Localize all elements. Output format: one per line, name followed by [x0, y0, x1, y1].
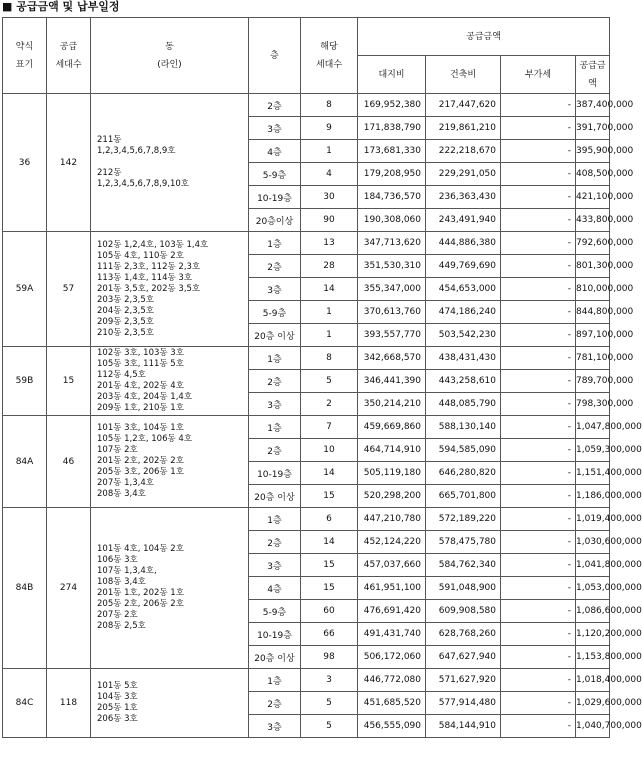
floor-cell: 2층 — [249, 370, 301, 393]
header-household-count: 해당 세대수 — [301, 18, 358, 94]
total-price-cell: 1,151,400,000 — [576, 462, 610, 485]
land-cost-cell: 393,557,770 — [358, 324, 426, 347]
household-count-cell: 15 — [301, 577, 358, 600]
total-price-cell: 395,900,000 — [576, 140, 610, 163]
building-cost-cell: 665,701,800 — [426, 485, 501, 508]
household-count-cell: 7 — [301, 416, 358, 439]
floor-cell: 4층 — [249, 140, 301, 163]
land-cost-cell: 346,441,390 — [358, 370, 426, 393]
total-price-cell: 1,019,400,000 — [576, 508, 610, 531]
building-cost-cell: 584,762,340 — [426, 554, 501, 577]
land-cost-cell: 446,772,080 — [358, 669, 426, 692]
type-cell: 59A — [3, 232, 47, 347]
building-cost-cell: 628,768,260 — [426, 623, 501, 646]
units-cell: 57 — [47, 232, 91, 347]
household-count-cell: 14 — [301, 531, 358, 554]
household-count-cell: 8 — [301, 94, 358, 117]
total-price-cell: 1,153,800,000 — [576, 646, 610, 669]
household-count-cell: 66 — [301, 623, 358, 646]
header-land-cost: 대지비 — [358, 56, 426, 94]
land-cost-cell: 505,119,180 — [358, 462, 426, 485]
total-price-cell: 1,059,300,000 — [576, 439, 610, 462]
land-cost-cell: 184,736,570 — [358, 186, 426, 209]
units-cell: 142 — [47, 94, 91, 232]
floor-cell: 1층 — [249, 669, 301, 692]
household-count-cell: 6 — [301, 508, 358, 531]
header-vat: 부가세 — [501, 56, 576, 94]
building-cost-cell: 217,447,620 — [426, 94, 501, 117]
header-total-price: 공급금액 — [576, 56, 610, 94]
table-body — [3, 94, 642, 738]
floor-cell: 2층 — [249, 255, 301, 278]
total-price-cell: 789,700,000 — [576, 370, 610, 393]
table-row — [3, 416, 610, 439]
land-cost-cell: 171,838,790 — [358, 117, 426, 140]
building-cost-cell: 577,914,480 — [426, 692, 501, 715]
land-cost-cell: 464,714,910 — [358, 439, 426, 462]
floor-cell: 20층이상 — [249, 209, 301, 232]
type-cell: 59B — [3, 347, 47, 416]
land-cost-cell: 451,685,520 — [358, 692, 426, 715]
dong-cell: 211동 1,2,3,4,5,6,7,8,9호 212동 1,2,3,4,5,6,7,8,9,10호 — [91, 94, 249, 232]
vat-cell: - — [501, 393, 576, 416]
dong-cell: 101동 3호, 104동 1호 105동 1,2호, 106동 4호 107동 2호 201동 2호, 202동 2호 205동 3호, 206동 1호 207동 1,3,4호 208동 3,4호 — [91, 416, 249, 508]
household-count-cell: 1 — [301, 140, 358, 163]
household-count-cell: 1 — [301, 324, 358, 347]
household-count-cell: 98 — [301, 646, 358, 669]
building-cost-cell: 443,258,610 — [426, 370, 501, 393]
land-cost-cell: 190,308,060 — [358, 209, 426, 232]
vat-cell: - — [501, 439, 576, 462]
total-price-cell: 801,300,000 — [576, 255, 610, 278]
land-cost-cell: 456,555,090 — [358, 715, 426, 738]
vat-cell: - — [501, 117, 576, 140]
vat-cell: - — [501, 186, 576, 209]
land-cost-cell: 179,208,950 — [358, 163, 426, 186]
header-type: 약식 표기 — [3, 18, 47, 94]
total-price-cell: 1,186,000,000 — [576, 485, 610, 508]
building-cost-cell: 438,431,430 — [426, 347, 501, 370]
household-count-cell: 8 — [301, 347, 358, 370]
header-dong: 동 (라인) — [91, 18, 249, 94]
building-cost-cell: 454,653,000 — [426, 278, 501, 301]
header-supply-price: 공급금액 — [358, 18, 610, 56]
type-cell: 36 — [3, 94, 47, 232]
floor-cell: 3층 — [249, 117, 301, 140]
building-cost-cell: 229,291,050 — [426, 163, 501, 186]
vat-cell: - — [501, 508, 576, 531]
total-price-cell: 433,800,000 — [576, 209, 610, 232]
vat-cell: - — [501, 255, 576, 278]
household-count-cell: 5 — [301, 370, 358, 393]
building-cost-cell: 578,475,780 — [426, 531, 501, 554]
building-cost-cell: 444,886,380 — [426, 232, 501, 255]
dong-cell: 101동 5호 104동 3호 205동 1호 206동 3호 — [91, 669, 249, 738]
household-count-cell: 15 — [301, 554, 358, 577]
floor-cell: 20층 이상 — [249, 485, 301, 508]
floor-cell: 1층 — [249, 232, 301, 255]
household-count-cell: 13 — [301, 232, 358, 255]
vat-cell: - — [501, 94, 576, 117]
floor-cell: 10-19층 — [249, 462, 301, 485]
building-cost-cell: 594,585,090 — [426, 439, 501, 462]
vat-cell: - — [501, 301, 576, 324]
dong-cell: 102동 1,2,4호, 103동 1,4호 105동 4호, 110동 2호 111동 2,3호, 112동 2,3호 113동 1,4호, 114동 3호 201동 3,5호, 202동 3,5호 203동 2,3,5호 204동 2,3,5호 209동 2,3,5호 210동 2,3,5호 — [91, 232, 249, 347]
floor-cell: 2층 — [249, 531, 301, 554]
household-count-cell: 14 — [301, 462, 358, 485]
units-cell: 118 — [47, 669, 91, 738]
household-count-cell: 90 — [301, 209, 358, 232]
household-count-cell: 15 — [301, 485, 358, 508]
units-cell: 274 — [47, 508, 91, 669]
building-cost-cell: 503,542,230 — [426, 324, 501, 347]
vat-cell: - — [501, 600, 576, 623]
vat-cell: - — [501, 554, 576, 577]
floor-cell: 5-9층 — [249, 301, 301, 324]
building-cost-cell: 236,363,430 — [426, 186, 501, 209]
floor-cell: 5-9층 — [249, 600, 301, 623]
floor-cell: 10-19층 — [249, 186, 301, 209]
supply-price-table — [2, 17, 642, 738]
floor-cell: 10-19층 — [249, 623, 301, 646]
total-price-cell: 1,029,600,000 — [576, 692, 610, 715]
household-count-cell: 14 — [301, 278, 358, 301]
dong-cell: 101동 4호, 104동 2호 106동 3호 107동 1,3,4호, 108동 3,4호 201동 1호, 202동 1호 205동 2호, 206동 2호 207동 2호 208동 2,5호 — [91, 508, 249, 669]
total-price-cell: 1,047,800,000 — [576, 416, 610, 439]
total-price-cell: 1,018,400,000 — [576, 669, 610, 692]
building-cost-cell: 609,908,580 — [426, 600, 501, 623]
land-cost-cell: 459,669,860 — [358, 416, 426, 439]
land-cost-cell: 169,952,380 — [358, 94, 426, 117]
building-cost-cell: 474,186,240 — [426, 301, 501, 324]
building-cost-cell: 591,048,900 — [426, 577, 501, 600]
land-cost-cell: 452,124,220 — [358, 531, 426, 554]
section-title: ■ 공급금액 및 납부일정 — [2, 0, 120, 13]
total-price-cell: 781,100,000 — [576, 347, 610, 370]
total-price-cell: 844,800,000 — [576, 301, 610, 324]
total-price-cell: 1,040,700,000 — [576, 715, 610, 738]
vat-cell: - — [501, 416, 576, 439]
vat-cell: - — [501, 462, 576, 485]
total-price-cell: 1,053,000,000 — [576, 577, 610, 600]
land-cost-cell: 347,713,620 — [358, 232, 426, 255]
vat-cell: - — [501, 692, 576, 715]
floor-cell: 2층 — [249, 94, 301, 117]
header-floor: 층 — [249, 18, 301, 94]
total-price-cell: 1,041,800,000 — [576, 554, 610, 577]
building-cost-cell: 571,627,920 — [426, 669, 501, 692]
land-cost-cell: 350,214,210 — [358, 393, 426, 416]
household-count-cell: 9 — [301, 117, 358, 140]
household-count-cell: 60 — [301, 600, 358, 623]
table-row — [3, 669, 610, 692]
vat-cell: - — [501, 163, 576, 186]
household-count-cell: 10 — [301, 439, 358, 462]
dong-cell: 102동 3호, 103동 3호 105동 3호, 111동 5호 112동 4,5호 201동 4호, 202동 4호 203동 4호, 204동 1,4호 209동 1호, 210동 1호 — [91, 347, 249, 416]
land-cost-cell: 173,681,330 — [358, 140, 426, 163]
land-cost-cell: 370,613,760 — [358, 301, 426, 324]
building-cost-cell: 572,189,220 — [426, 508, 501, 531]
land-cost-cell: 476,691,420 — [358, 600, 426, 623]
total-price-cell: 792,600,000 — [576, 232, 610, 255]
floor-cell: 2층 — [249, 439, 301, 462]
household-count-cell: 4 — [301, 163, 358, 186]
land-cost-cell: 355,347,000 — [358, 278, 426, 301]
vat-cell: - — [501, 623, 576, 646]
building-cost-cell: 588,130,140 — [426, 416, 501, 439]
land-cost-cell: 520,298,200 — [358, 485, 426, 508]
household-count-cell: 2 — [301, 393, 358, 416]
table-row — [3, 347, 610, 370]
floor-cell: 4층 — [249, 577, 301, 600]
land-cost-cell: 457,037,660 — [358, 554, 426, 577]
units-cell: 15 — [47, 347, 91, 416]
building-cost-cell: 584,144,910 — [426, 715, 501, 738]
total-price-cell: 421,100,000 — [576, 186, 610, 209]
household-count-cell: 30 — [301, 186, 358, 209]
vat-cell: - — [501, 347, 576, 370]
table-row — [3, 94, 610, 117]
building-cost-cell: 222,218,670 — [426, 140, 501, 163]
floor-cell: 1층 — [249, 347, 301, 370]
land-cost-cell: 342,668,570 — [358, 347, 426, 370]
vat-cell: - — [501, 485, 576, 508]
household-count-cell: 28 — [301, 255, 358, 278]
total-price-cell: 897,100,000 — [576, 324, 610, 347]
vat-cell: - — [501, 669, 576, 692]
total-price-cell: 1,030,600,000 — [576, 531, 610, 554]
floor-cell: 20층 이상 — [249, 646, 301, 669]
land-cost-cell: 461,951,100 — [358, 577, 426, 600]
vat-cell: - — [501, 531, 576, 554]
table-row — [3, 508, 610, 531]
vat-cell: - — [501, 278, 576, 301]
floor-cell: 5-9층 — [249, 163, 301, 186]
total-price-cell: 387,400,000 — [576, 94, 610, 117]
vat-cell: - — [501, 209, 576, 232]
type-cell: 84B — [3, 508, 47, 669]
total-price-cell: 1,086,600,000 — [576, 600, 610, 623]
floor-cell: 20층 이상 — [249, 324, 301, 347]
building-cost-cell: 646,280,820 — [426, 462, 501, 485]
total-price-cell: 798,300,000 — [576, 393, 610, 416]
vat-cell: - — [501, 140, 576, 163]
vat-cell: - — [501, 324, 576, 347]
vat-cell: - — [501, 577, 576, 600]
building-cost-cell: 219,861,210 — [426, 117, 501, 140]
floor-cell: 3층 — [249, 278, 301, 301]
units-cell: 46 — [47, 416, 91, 508]
floor-cell: 3층 — [249, 393, 301, 416]
household-count-cell: 1 — [301, 301, 358, 324]
floor-cell: 3층 — [249, 554, 301, 577]
header-units: 공급 세대수 — [47, 18, 91, 94]
header-building-cost: 건축비 — [426, 56, 501, 94]
total-price-cell: 1,120,200,000 — [576, 623, 610, 646]
total-price-cell: 408,500,000 — [576, 163, 610, 186]
land-cost-cell: 447,210,780 — [358, 508, 426, 531]
floor-cell: 1층 — [249, 416, 301, 439]
building-cost-cell: 449,769,690 — [426, 255, 501, 278]
type-cell: 84A — [3, 416, 47, 508]
vat-cell: - — [501, 370, 576, 393]
vat-cell: - — [501, 232, 576, 255]
total-price-cell: 810,000,000 — [576, 278, 610, 301]
land-cost-cell: 491,431,740 — [358, 623, 426, 646]
total-price-cell: 391,700,000 — [576, 117, 610, 140]
household-count-cell: 3 — [301, 669, 358, 692]
floor-cell: 2층 — [249, 692, 301, 715]
land-cost-cell: 351,530,310 — [358, 255, 426, 278]
floor-cell: 3층 — [249, 715, 301, 738]
household-count-cell: 5 — [301, 692, 358, 715]
table-row — [3, 232, 610, 255]
type-cell: 84C — [3, 669, 47, 738]
household-count-cell: 5 — [301, 715, 358, 738]
vat-cell: - — [501, 715, 576, 738]
vat-cell: - — [501, 646, 576, 669]
building-cost-cell: 647,627,940 — [426, 646, 501, 669]
land-cost-cell: 506,172,060 — [358, 646, 426, 669]
floor-cell: 1층 — [249, 508, 301, 531]
building-cost-cell: 243,491,940 — [426, 209, 501, 232]
building-cost-cell: 448,085,790 — [426, 393, 501, 416]
